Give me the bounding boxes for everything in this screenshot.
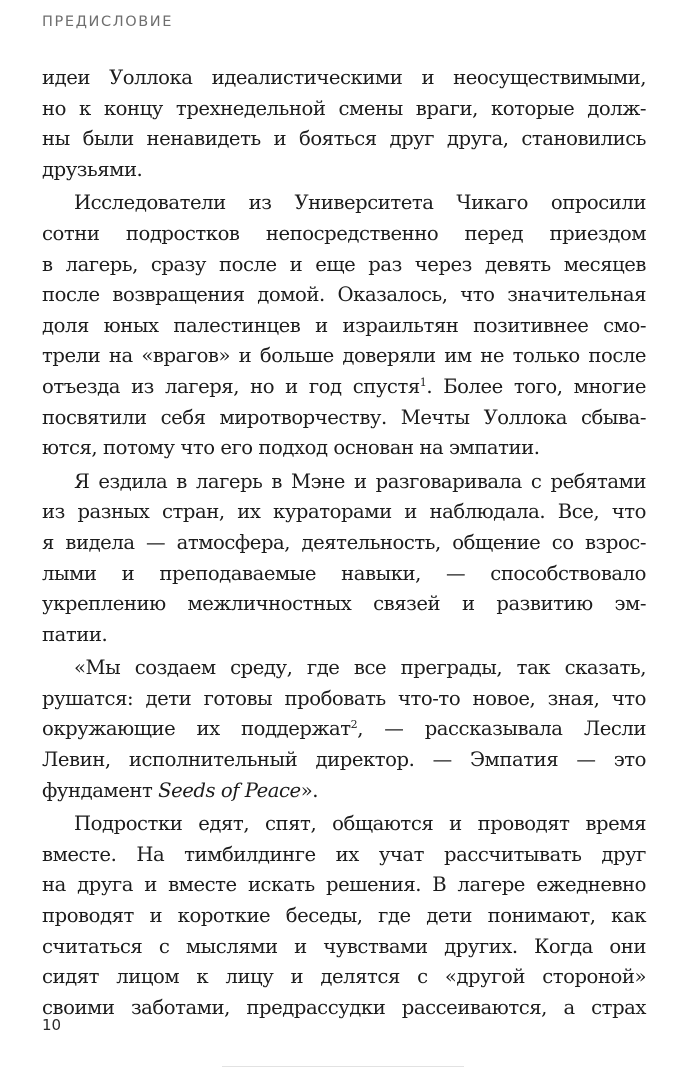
- text-fragment: . Более того, многие: [426, 374, 646, 398]
- text-line: на друга и вместе искать решения. В лагере ежедневно: [42, 873, 646, 897]
- text-line: в лагерь, сразу после и еще раз через девять месяцев: [42, 252, 646, 276]
- text-line: Исследователи из Университета Чикаго опросили: [74, 191, 646, 215]
- italic-title: Seeds of Peace: [158, 778, 301, 802]
- text-line: Подростки едят, спят, общаются и проводят время: [74, 812, 646, 836]
- text-line: своими заботами, предрассудки рассеиваются, а страх: [42, 995, 646, 1019]
- running-head: ПРЕДИСЛОВИЕ: [42, 14, 173, 30]
- text-line: проводят и короткие беседы, где дети понимают, как: [42, 904, 646, 928]
- text-line: но к концу трехнедельной смены враги, которые долж-: [42, 96, 646, 120]
- text-line: [42, 372, 646, 403]
- text-line: посвятили себя миротворчеству. Мечты Уоллока сбыва-: [42, 405, 646, 429]
- paragraph-3: [42, 467, 646, 651]
- footnote-ref-2[interactable]: 2: [350, 718, 358, 732]
- text-line: Я ездила в лагерь в Мэне и разговаривала с ребятами: [74, 469, 646, 493]
- text-line: сидят лицом к лицу и делятся с «другой стороной»: [42, 965, 646, 989]
- page-number: 10: [42, 1016, 62, 1034]
- paragraph-2: [42, 188, 646, 463]
- text-line: после возвращения домой. Оказалось, что значительная: [42, 283, 646, 307]
- text-line: «Мы создаем среду, где все преграды, так сказать,: [74, 656, 646, 680]
- bottom-divider: [222, 1066, 464, 1067]
- text-line: ются, потому что его подход основан на эмпатии.: [42, 436, 540, 460]
- text-line: идеи Уоллока идеалистическими и неосуществимыми,: [42, 66, 646, 89]
- text-line: рушатся: дети готовы пробовать что-то новое, зная, что: [42, 686, 646, 710]
- text-line: друзьями.: [42, 157, 143, 181]
- paragraph-1: [42, 63, 646, 185]
- text-line: укреплению межличностных связей и развитию эм-: [42, 592, 646, 616]
- text-line: [42, 714, 646, 745]
- footnote-ref-1[interactable]: 1: [419, 375, 427, 389]
- text-line: вместе. На тимбилдинге их учат рассчитывать друг: [42, 842, 646, 866]
- text-line: доля юных палестинцев и израильтян позитивнее смо-: [42, 313, 646, 337]
- text-line: [42, 776, 646, 807]
- text-fragment: фундамент: [42, 778, 159, 802]
- text-line: Левин, исполнительный директор. — Эмпатия — это: [42, 748, 646, 772]
- text-fragment: , — рассказывала Лесли: [357, 717, 646, 741]
- paragraph-4: [42, 653, 646, 806]
- text-fragment: окружающие их поддержат: [42, 717, 351, 741]
- text-line: из разных стран, их кураторами и наблюдала. Все, что: [42, 500, 646, 524]
- paragraph-5: [42, 809, 646, 1023]
- body-text: [42, 63, 646, 1023]
- text-line: лыми и преподаваемые навыки, — способствовало: [42, 561, 646, 585]
- text-fragment: отъезда из лагеря, но и год спустя: [42, 374, 420, 398]
- text-line: ны были ненавидеть и бояться друг друга, становились: [42, 127, 646, 151]
- text-line: я видела — атмосфера, деятельность, общение со взрос-: [42, 530, 646, 554]
- text-line: трели на «врагов» и больше доверяли им не только после: [42, 344, 646, 368]
- text-fragment: ».: [300, 778, 319, 802]
- text-line: сотни подростков непосредственно перед приездом: [42, 221, 646, 245]
- text-line: патии.: [42, 622, 108, 646]
- text-line: считаться с мыслями и чувствами других. Когда они: [42, 934, 646, 958]
